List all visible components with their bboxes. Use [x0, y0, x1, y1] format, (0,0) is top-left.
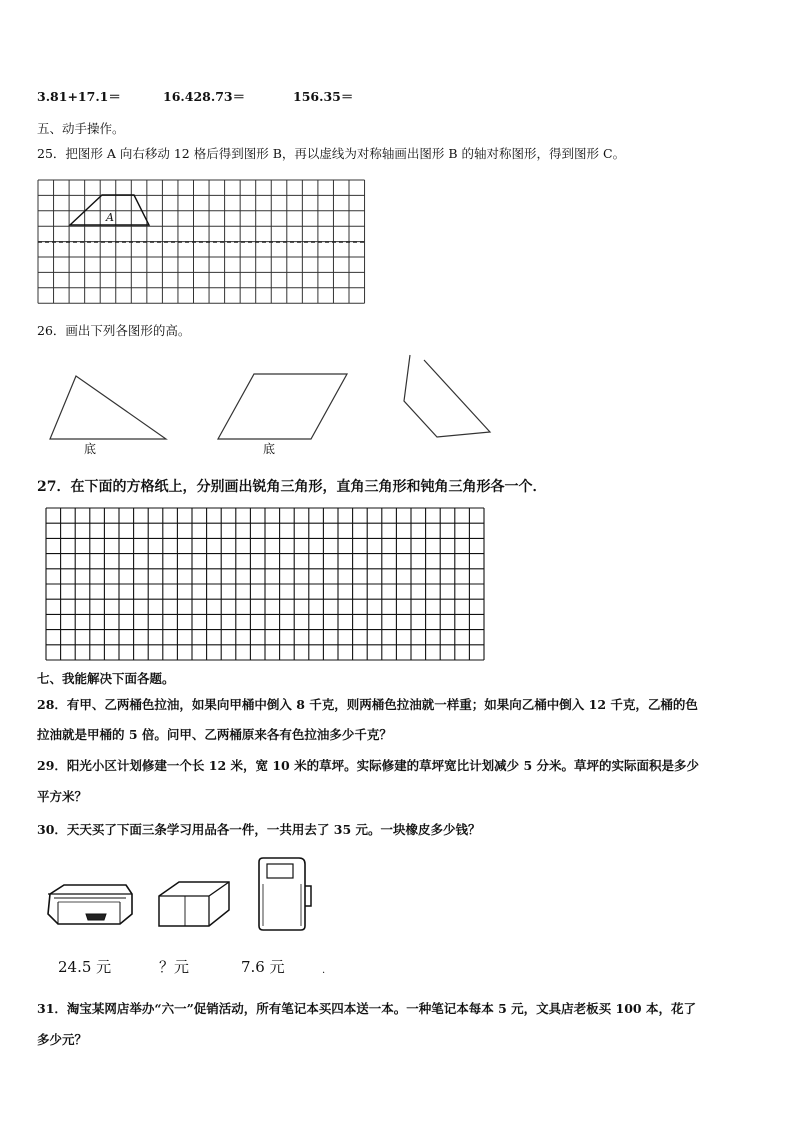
q30-text: 30．天天买了下面三条学习用品各一件，一共用去了 35 元。一块橡皮多少钱？ — [37, 822, 481, 837]
section-5-title: 五、动手操作。 — [37, 121, 125, 136]
q25-text: 25．把图形 A 向右移动 12 格后得到图形 B，再以虚线为对称轴画出图形 B 的轴对称图形，得到图形 C。 — [37, 146, 626, 161]
pencil-case-icon — [44, 880, 136, 930]
price-pencil-case: 24.5 元 — [58, 958, 112, 976]
expression-1: 3.81+17.1＝ — [37, 89, 121, 104]
q26-base-label-2: 底 — [263, 442, 276, 456]
price-eraser: ？元 — [159, 958, 190, 976]
price-calculator: 7.6 元 — [241, 958, 285, 976]
section-7-title: 七、我能解决下面各题。 — [37, 671, 175, 686]
expression-3: 156.35＝ — [293, 89, 354, 104]
q31-line2: 多少元？ — [37, 1032, 88, 1047]
q27-text: 27．在下面的方格纸上，分别画出锐角三角形，直角三角形和钝角三角形各一个． — [37, 479, 547, 495]
stray-dot: . — [322, 965, 326, 976]
q26-base-label-1: 底 — [84, 442, 97, 456]
q28-line2: 拉油就是甲桶的 5 倍。问甲、乙两桶原来各有色拉油多少千克？ — [37, 727, 392, 742]
eraser-icon — [155, 880, 233, 928]
q29-line1: 29．阳光小区计划修建一个长 12 米，宽 10 米的草坪。实际修建的草坪宽比计划减少 5 分米。草坪的实际面积是多少 — [37, 758, 699, 773]
q28-line1: 28．有甲、乙两桶色拉油，如果向甲桶中倒入 8 千克，则两桶色拉油就一样重；如果向乙桶中倒入 12 千克，乙桶的色 — [37, 697, 698, 712]
expression-2: 16.428.73＝ — [163, 89, 246, 104]
calculator-icon — [255, 856, 313, 932]
q29-line2: 平方米？ — [37, 789, 88, 804]
q31-line1: 31．淘宝某网店举办“六一”促销活动，所有笔记本买四本送一本。一种笔记本每本 5 元，文具店老板买 100 本，花了 — [37, 1001, 696, 1016]
shape-a-label: A — [106, 211, 114, 224]
q27-grid-paper — [46, 508, 486, 661]
q26-text: 26．画出下列各图形的高。 — [37, 323, 191, 338]
